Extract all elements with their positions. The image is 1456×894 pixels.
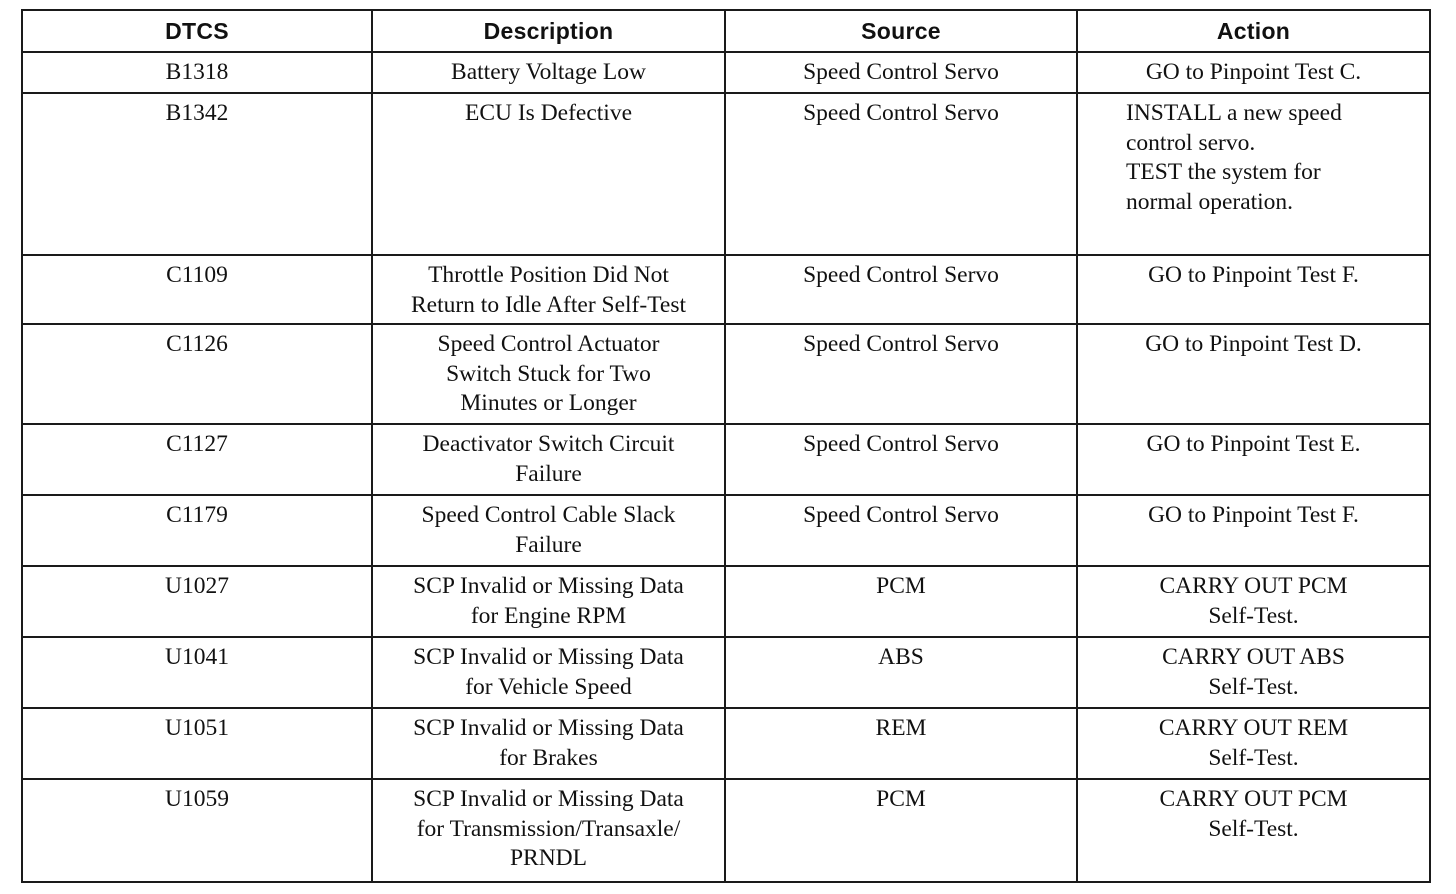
description-cell xyxy=(372,255,725,324)
description-cell xyxy=(372,52,725,93)
source-cell xyxy=(725,324,1077,424)
description-text: Battery Voltage Low xyxy=(451,59,646,85)
source-cell xyxy=(725,495,1077,566)
description-text: Throttle Position Did Not Return to Idle After Self-Test xyxy=(410,262,687,318)
source-cell xyxy=(725,779,1077,882)
column-header-dtcs: DTCS xyxy=(22,10,372,52)
action-cell xyxy=(1077,52,1430,93)
dtc-cell xyxy=(22,255,372,324)
table-row xyxy=(22,495,1430,566)
source-text: PCM xyxy=(876,786,926,812)
source-text: ABS xyxy=(878,644,924,670)
table-row xyxy=(22,324,1430,424)
dtc-code: B1342 xyxy=(165,100,229,126)
source-cell xyxy=(725,637,1077,708)
dtc-cell xyxy=(22,424,372,495)
header-row xyxy=(22,10,1430,52)
source-text: REM xyxy=(875,715,927,741)
description-text: SCP Invalid or Missing Data for Transmission/Transaxle/ PRNDL xyxy=(413,786,684,871)
dtc-cell xyxy=(22,566,372,637)
action-cell xyxy=(1077,637,1430,708)
dtc-cell xyxy=(22,708,372,779)
action-cell xyxy=(1077,495,1430,566)
description-text: Deactivator Switch Circuit Failure xyxy=(422,431,675,487)
dtc-code: U1059 xyxy=(165,786,229,812)
description-text: Speed Control Cable Slack Failure xyxy=(421,502,676,558)
action-text: GO to Pinpoint Test E. xyxy=(1146,431,1361,457)
action-text: CARRY OUT PCM Self-Test. xyxy=(1159,573,1348,629)
source-text: Speed Control Servo xyxy=(803,502,999,528)
source-cell xyxy=(725,93,1077,255)
source-cell xyxy=(725,424,1077,495)
dtc-code: C1109 xyxy=(166,262,228,288)
action-cell xyxy=(1077,424,1430,495)
table-row xyxy=(22,93,1430,255)
dtc-code: C1126 xyxy=(166,331,228,357)
action-text: GO to Pinpoint Test F. xyxy=(1148,262,1359,288)
table-row xyxy=(22,52,1430,93)
description-cell xyxy=(372,495,725,566)
source-cell xyxy=(725,52,1077,93)
dtc-cell xyxy=(22,93,372,255)
dtc-cell xyxy=(22,324,372,424)
action-cell xyxy=(1077,255,1430,324)
action-text: CARRY OUT PCM Self-Test. xyxy=(1159,786,1348,842)
dtc-code: B1318 xyxy=(165,59,229,85)
dtc-cell xyxy=(22,779,372,882)
table-row xyxy=(22,424,1430,495)
description-text: Speed Control Actuator Switch Stuck for Two Minutes or Longer xyxy=(437,331,660,416)
action-cell xyxy=(1077,324,1430,424)
column-header-action: Action xyxy=(1077,10,1430,52)
source-cell xyxy=(725,708,1077,779)
description-cell xyxy=(372,324,725,424)
dtc-cell xyxy=(22,637,372,708)
dtc-table xyxy=(21,9,1431,883)
dtc-code: C1127 xyxy=(166,431,228,457)
action-text: GO to Pinpoint Test D. xyxy=(1145,331,1362,357)
action-cell xyxy=(1077,779,1430,882)
table-row xyxy=(22,637,1430,708)
source-text: Speed Control Servo xyxy=(803,100,999,126)
dtc-code: U1051 xyxy=(165,715,229,741)
description-cell xyxy=(372,93,725,255)
action-text: CARRY OUT REM Self-Test. xyxy=(1158,715,1349,771)
description-cell xyxy=(372,637,725,708)
description-text: ECU Is Defective xyxy=(464,100,633,126)
description-cell xyxy=(372,779,725,882)
action-text: GO to Pinpoint Test F. xyxy=(1148,502,1359,528)
description-cell xyxy=(372,566,725,637)
table-row xyxy=(22,255,1430,324)
action-cell xyxy=(1077,708,1430,779)
description-cell xyxy=(372,424,725,495)
table-row xyxy=(22,708,1430,779)
source-cell xyxy=(725,255,1077,324)
source-cell xyxy=(725,566,1077,637)
action-text: CARRY OUT ABS Self-Test. xyxy=(1162,644,1345,700)
description-cell xyxy=(372,708,725,779)
action-cell xyxy=(1077,93,1430,255)
source-text: Speed Control Servo xyxy=(803,431,999,457)
action-text: GO to Pinpoint Test C. xyxy=(1145,59,1362,85)
dtc-code: U1027 xyxy=(165,573,229,599)
description-text: SCP Invalid or Missing Data for Vehicle Speed xyxy=(413,644,684,700)
description-text: SCP Invalid or Missing Data for Engine RPM xyxy=(413,573,684,629)
column-header-description: Description xyxy=(372,10,725,52)
dtc-cell xyxy=(22,52,372,93)
source-text: PCM xyxy=(876,573,926,599)
dtc-code: U1041 xyxy=(165,644,229,670)
action-cell xyxy=(1077,566,1430,637)
column-header-source: Source xyxy=(725,10,1077,52)
source-text: Speed Control Servo xyxy=(803,331,999,357)
action-text: INSTALL a new speed control servo. TEST the system for normal operation. xyxy=(1126,100,1342,215)
source-text: Speed Control Servo xyxy=(803,262,999,288)
table-row xyxy=(22,566,1430,637)
dtc-cell xyxy=(22,495,372,566)
description-text: SCP Invalid or Missing Data for Brakes xyxy=(413,715,684,771)
table-row xyxy=(22,779,1430,882)
dtc-code: C1179 xyxy=(166,502,228,528)
source-text: Speed Control Servo xyxy=(803,59,999,85)
